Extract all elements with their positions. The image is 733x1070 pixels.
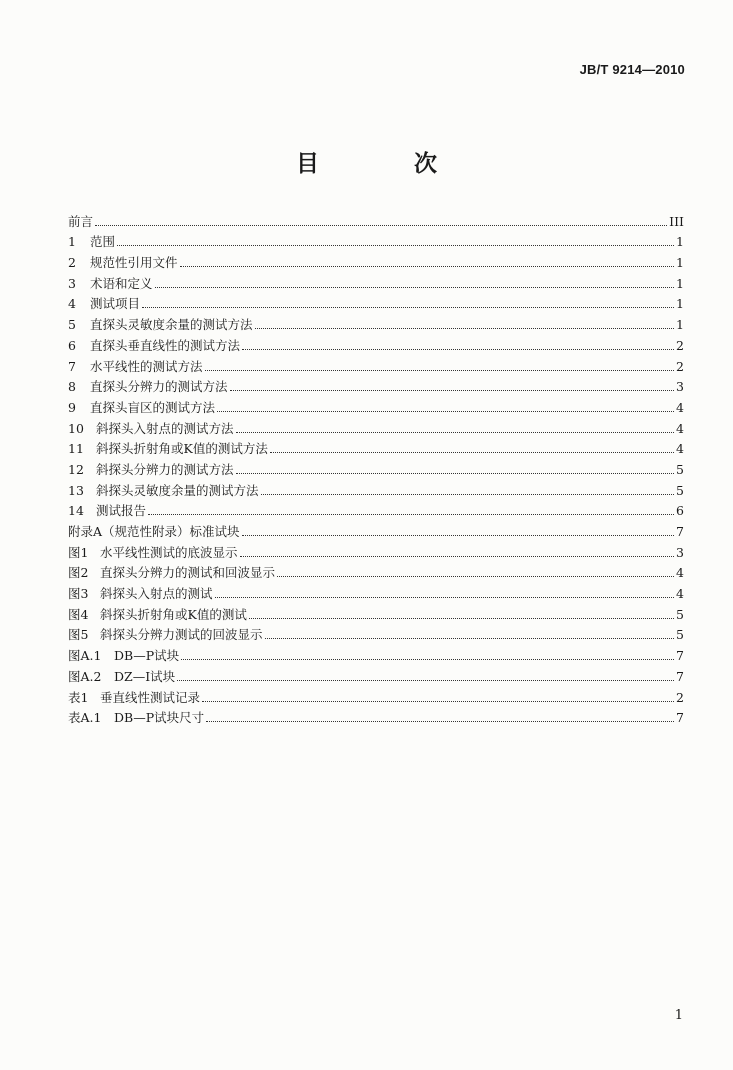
toc-entry-page: 4: [676, 420, 684, 436]
toc-entry-page: 3: [676, 379, 684, 395]
toc-dot-leader: [270, 452, 674, 453]
toc-entry-number: 图5: [68, 627, 89, 643]
toc-entry[interactable]: [68, 602, 684, 623]
toc-entry-number: 图A.2: [68, 668, 102, 684]
toc-entry-page: 4: [676, 586, 684, 602]
toc-entry[interactable]: [68, 499, 684, 520]
toc-entry-label: 斜探头灵敏度余量的测试方法: [96, 482, 259, 498]
toc-entry-label: 附录A（规范性附录）标准试块: [68, 524, 240, 539]
toc-entry-number: 图1: [68, 544, 89, 560]
toc-entry[interactable]: [68, 375, 684, 396]
toc-entry[interactable]: [68, 623, 684, 644]
toc-dot-leader: [202, 701, 674, 702]
toc-entry-page: III: [669, 213, 684, 229]
toc-entry-number: 表1: [68, 689, 89, 705]
toc-entry-label: 规范性引用文件: [90, 255, 178, 271]
toc-entry-label: 直探头灵敏度余量的测试方法: [90, 317, 253, 333]
toc-entry-number: 4: [68, 296, 76, 312]
toc-entry-number: 2: [68, 255, 76, 271]
toc-dot-leader: [265, 638, 674, 639]
toc-entry-number: 14: [68, 503, 84, 519]
toc-entry-number: 8: [68, 379, 76, 395]
toc-entry-label: DB—P试块尺寸: [114, 710, 205, 726]
toc-entry-label: 直探头盲区的测试方法: [90, 399, 216, 415]
toc-entry-page: 7: [676, 524, 684, 539]
document-code: JB/T 9214—2010: [579, 62, 685, 77]
toc-dot-leader: [236, 432, 674, 433]
toc-entry-label: 直探头分辨力的测试和回波显示: [100, 565, 276, 581]
toc-entry-number: 5: [68, 317, 76, 333]
toc-entry-label: DB—P试块: [114, 648, 180, 664]
toc-entry-page: 1: [676, 234, 684, 250]
toc-entry-label: DZ—I试块: [114, 668, 176, 684]
page-title: 目 次: [296, 150, 473, 177]
toc-dot-leader: [180, 266, 674, 267]
toc-entry-label: 水平线性的测试方法: [90, 358, 203, 374]
toc-entry-label: 直探头垂直线性的测试方法: [90, 337, 241, 353]
toc-dot-leader: [177, 680, 674, 681]
toc-entry-page: 2: [676, 337, 684, 353]
toc-entry[interactable]: [68, 416, 684, 437]
toc-entry-label: 前言: [68, 213, 94, 229]
toc-dot-leader: [255, 328, 674, 329]
toc-entry[interactable]: [68, 250, 684, 271]
toc-entry-number: 图2: [68, 565, 89, 581]
toc-entry[interactable]: [68, 395, 684, 416]
toc-entry-page: 5: [676, 606, 684, 622]
toc-entry-number: 7: [68, 358, 76, 374]
toc-dot-leader: [155, 287, 674, 288]
toc-entry[interactable]: [68, 457, 684, 478]
toc-entry-page: 1: [676, 317, 684, 333]
toc-dot-leader: [261, 494, 674, 495]
toc-entry-page: 4: [676, 399, 684, 415]
toc-entry-number: 图3: [68, 586, 89, 602]
toc-dot-leader: [240, 556, 674, 557]
toc-entry[interactable]: [68, 209, 684, 230]
toc-entry-number: 13: [68, 482, 84, 498]
toc-entry-label: 斜探头折射角或K值的测试方法: [96, 441, 268, 457]
toc-entry-page: 5: [676, 627, 684, 643]
toc-entry-page: 7: [676, 648, 684, 664]
toc-entry-page: 4: [676, 565, 684, 581]
toc-entry[interactable]: [68, 561, 684, 582]
toc-entry-number: 9: [68, 399, 76, 415]
toc-entry[interactable]: [68, 519, 684, 540]
toc-entry-page: 5: [676, 482, 684, 498]
toc-entry-page: 7: [676, 710, 684, 726]
toc-entry-number: 11: [68, 441, 84, 457]
toc-dot-leader: [117, 245, 674, 246]
toc-entry-number: 12: [68, 461, 84, 477]
toc-entry-number: 3: [68, 275, 76, 291]
toc-dot-leader: [206, 721, 674, 722]
toc-entry[interactable]: [68, 581, 684, 602]
toc-entry-number: 表A.1: [68, 710, 102, 726]
toc-dot-leader: [181, 659, 674, 660]
toc-entry-label: 水平线性测试的底波显示: [100, 544, 238, 560]
toc-entry-label: 测试报告: [96, 503, 147, 519]
toc-entry-page: 3: [676, 544, 684, 560]
toc-entry-number: 图A.1: [68, 648, 102, 664]
page-number: 1: [674, 1008, 683, 1023]
toc-entry-label: 斜探头折射角或K值的测试: [100, 606, 247, 622]
toc-entry[interactable]: [68, 354, 684, 375]
toc-entry[interactable]: [68, 333, 684, 354]
toc-entry-page: 1: [676, 255, 684, 271]
toc-entry-number: 6: [68, 337, 76, 353]
toc-entry-number: 1: [68, 234, 76, 250]
toc-entry-page: 2: [676, 689, 684, 705]
toc-entry-page: 5: [676, 461, 684, 477]
toc-entry-label: 斜探头入射点的测试: [100, 586, 213, 602]
toc-entry-label: 斜探头入射点的测试方法: [96, 420, 234, 436]
toc-entry[interactable]: [68, 706, 684, 727]
toc-entry-label: 测试项目: [90, 296, 141, 312]
toc-dot-leader: [230, 390, 674, 391]
toc-entry-label: 垂直线性测试记录: [100, 689, 201, 705]
toc-entry-number: 10: [68, 420, 84, 436]
toc-dot-leader: [242, 349, 674, 350]
toc-entry-page: 4: [676, 441, 684, 457]
toc-dot-leader: [277, 576, 674, 577]
toc-entry-page: 1: [676, 275, 684, 291]
toc-entry[interactable]: [68, 478, 684, 499]
toc-dot-leader: [148, 514, 674, 515]
toc-entry[interactable]: [68, 540, 684, 561]
toc-entry[interactable]: [68, 271, 684, 292]
toc-entry-page: 7: [676, 668, 684, 684]
toc-entry[interactable]: [68, 230, 684, 251]
toc-dot-leader: [236, 473, 674, 474]
toc-entry-label: 斜探头分辨力测试的回波显示: [100, 627, 263, 643]
toc-entry[interactable]: [68, 664, 684, 685]
toc-dot-leader: [249, 618, 674, 619]
toc-dot-leader: [217, 411, 674, 412]
toc-entry[interactable]: [68, 312, 684, 333]
toc-dot-leader: [215, 597, 674, 598]
toc-entry-page: 6: [676, 503, 684, 519]
toc-entry-label: 斜探头分辨力的测试方法: [96, 461, 234, 477]
toc-dot-leader: [142, 307, 674, 308]
table-of-contents: [68, 209, 684, 726]
toc-entry[interactable]: [68, 292, 684, 313]
toc-entry[interactable]: [68, 685, 684, 706]
toc-dot-leader: [242, 535, 674, 536]
toc-entry[interactable]: [68, 643, 684, 664]
toc-dot-leader: [205, 370, 674, 371]
toc-entry-label: 直探头分辨力的测试方法: [90, 379, 228, 395]
toc-entry-label: 范围: [90, 234, 116, 250]
toc-entry-page: 1: [676, 296, 684, 312]
toc-dot-leader: [95, 225, 667, 226]
toc-entry-page: 2: [676, 358, 684, 374]
toc-entry[interactable]: [68, 437, 684, 458]
toc-entry-label: 术语和定义: [90, 275, 153, 291]
toc-entry-number: 图4: [68, 606, 89, 622]
